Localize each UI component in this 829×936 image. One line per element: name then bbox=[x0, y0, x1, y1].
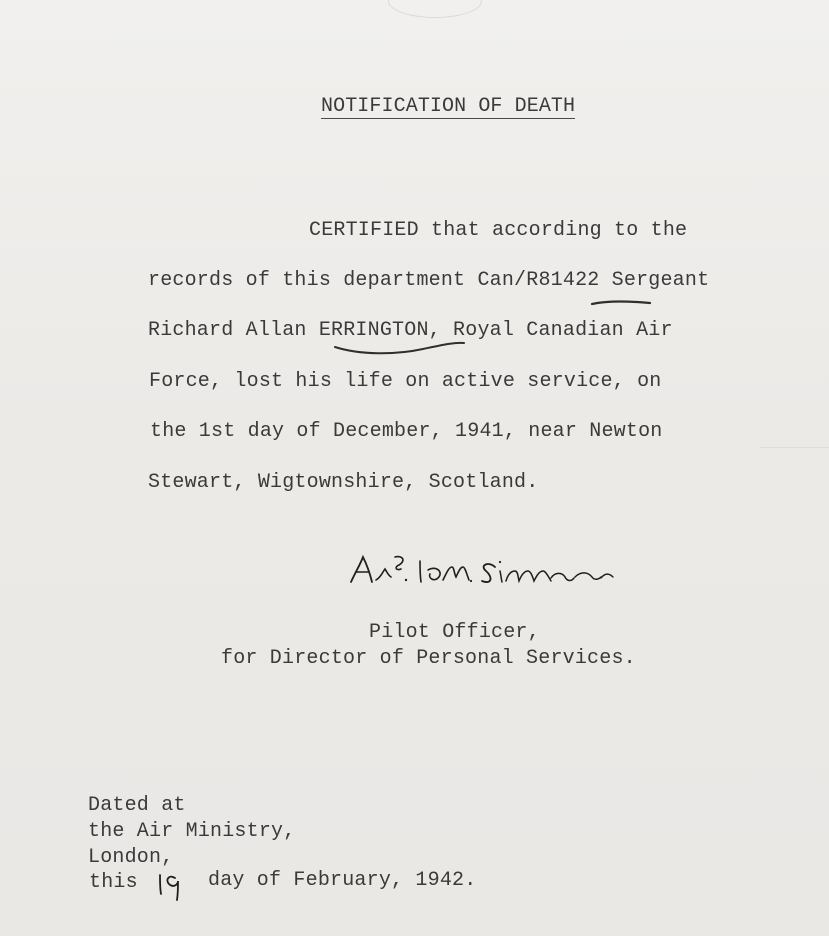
certificate-line-6: Stewart, Wigtownshire, Scotland. bbox=[148, 471, 539, 494]
signature bbox=[348, 547, 618, 597]
dated-line-3: London, bbox=[88, 846, 174, 869]
signatory-office: for Director of Personal Services. bbox=[221, 647, 636, 670]
dated-line-4-prefix: this bbox=[89, 871, 138, 894]
certificate-line-2: records of this department Can/R81422 Sergeant bbox=[148, 269, 710, 292]
dated-line-1: Dated at bbox=[88, 794, 186, 817]
certificate-line-5: the 1st day of December, 1941, near Newton bbox=[150, 420, 663, 443]
handwritten-day bbox=[156, 871, 184, 901]
dated-line-2: the Air Ministry, bbox=[88, 820, 296, 843]
document-title: NOTIFICATION OF DEATH bbox=[321, 95, 576, 118]
signatory-rank: Pilot Officer, bbox=[369, 621, 540, 644]
dated-line-4-suffix: day of February, 1942. bbox=[208, 869, 477, 892]
certificate-line-4: Force, lost his life on active service, on bbox=[149, 370, 662, 393]
certificate-line-3: Richard Allan ERRINGTON, Royal Canadian Air bbox=[148, 319, 673, 342]
certificate-line-1: CERTIFIED that according to the bbox=[309, 219, 688, 242]
